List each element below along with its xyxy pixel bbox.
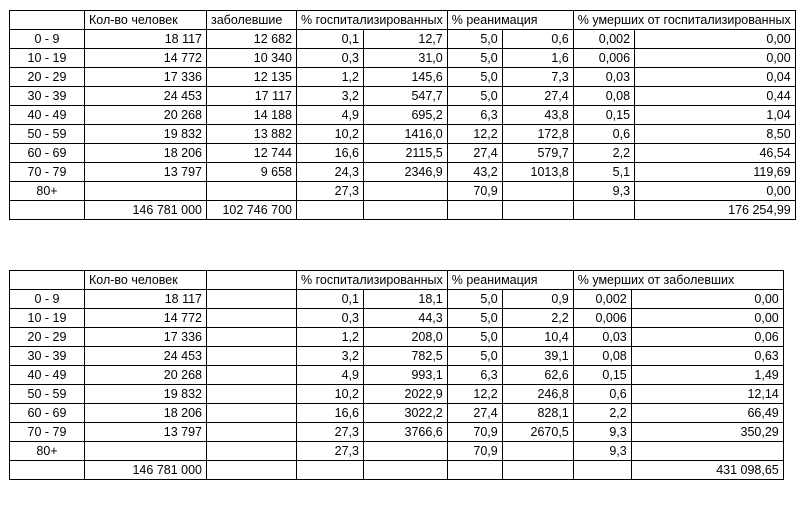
cell-icu-value: 43,8 [502, 106, 573, 125]
cell-death-value: 350,29 [631, 423, 783, 442]
table-row [10, 87, 796, 106]
cell-hosp-percent: 27,3 [297, 423, 364, 442]
cell-population: 20 268 [85, 366, 207, 385]
header-cell-icu-percent: % реанимация [447, 271, 573, 290]
cell-sick: 10 340 [207, 49, 297, 68]
cell-death-value: 119,69 [635, 163, 796, 182]
cell-hosp-percent: 4,9 [297, 366, 364, 385]
table-row [10, 347, 784, 366]
cell-death-percent: 0,6 [573, 385, 631, 404]
cell-age-group: 60 - 69 [10, 144, 85, 163]
cell-death-value: 0,06 [631, 328, 783, 347]
cell-death-percent: 0,15 [573, 366, 631, 385]
cell-icu-value: 828,1 [502, 404, 573, 423]
totals-cell-empty [297, 201, 364, 220]
cell-hosp-percent: 3,2 [297, 347, 364, 366]
totals-cell-deaths: 431 098,65 [631, 461, 783, 480]
cell-hosp-value: 3766,6 [364, 423, 448, 442]
cell-death-value: 0,00 [635, 182, 796, 201]
cell-death-percent: 0,6 [573, 125, 634, 144]
cell-population [85, 182, 207, 201]
cell-hosp-percent: 27,3 [297, 182, 364, 201]
cell-death-value: 0,00 [631, 309, 783, 328]
totals-cell-empty [502, 201, 573, 220]
cell-hosp-percent: 1,2 [297, 328, 364, 347]
totals-cell-empty [364, 201, 448, 220]
totals-cell-empty [364, 461, 448, 480]
cell-death-percent: 0,03 [573, 68, 634, 87]
cell-population: 18 117 [85, 290, 207, 309]
cell-hosp-value: 44,3 [364, 309, 448, 328]
cell-icu-value: 1,6 [502, 49, 573, 68]
cell-population: 18 206 [85, 404, 207, 423]
table-row [10, 404, 784, 423]
table-row [10, 366, 784, 385]
cell-icu-percent: 5,0 [447, 30, 502, 49]
cell-death-value: 0,00 [635, 49, 796, 68]
cell-icu-percent: 5,0 [447, 309, 502, 328]
cell-death-value: 0,00 [631, 290, 783, 309]
table-row [10, 328, 784, 347]
table-header-row [10, 271, 784, 290]
cell-death-percent: 0,006 [573, 309, 631, 328]
cell-population: 18 206 [85, 144, 207, 163]
table-row [10, 68, 796, 87]
header-cell-hospitalized-percent: % госпитализированных [297, 11, 448, 30]
table-row [10, 30, 796, 49]
cell-sick: 13 882 [207, 125, 297, 144]
cell-sick: 12 682 [207, 30, 297, 49]
cell-hosp-percent: 0,3 [297, 309, 364, 328]
cell-sick: 12 135 [207, 68, 297, 87]
cell-icu-value: 2,2 [502, 309, 573, 328]
header-cell-died-percent: % умерших от заболевших [573, 271, 783, 290]
cell-hosp-percent: 16,6 [297, 144, 364, 163]
totals-cell-empty [573, 201, 634, 220]
cell-hosp-value [364, 182, 448, 201]
header-cell-population: Кол-во человек [85, 11, 207, 30]
cell-icu-value: 246,8 [502, 385, 573, 404]
cell-hosp-value: 145,6 [364, 68, 448, 87]
cell-age-group: 60 - 69 [10, 404, 85, 423]
totals-cell-empty [10, 201, 85, 220]
cell-death-value: 0,04 [635, 68, 796, 87]
cell-hosp-percent: 0,3 [297, 49, 364, 68]
cell-icu-percent: 5,0 [447, 87, 502, 106]
totals-cell-population: 146 781 000 [85, 461, 207, 480]
table-sick [9, 270, 784, 480]
table-totals-row [10, 201, 796, 220]
cell-hosp-value: 2346,9 [364, 163, 448, 182]
cell-age-group: 0 - 9 [10, 30, 85, 49]
cell-hosp-value: 3022,2 [364, 404, 448, 423]
cell-age-group: 20 - 29 [10, 68, 85, 87]
cell-hosp-percent: 24,3 [297, 163, 364, 182]
cell-hosp-percent: 1,2 [297, 68, 364, 87]
cell-empty [207, 423, 297, 442]
table-row [10, 423, 784, 442]
header-cell-empty [207, 271, 297, 290]
cell-population: 13 797 [85, 423, 207, 442]
cell-age-group: 50 - 59 [10, 385, 85, 404]
cell-age-group: 20 - 29 [10, 328, 85, 347]
cell-sick: 17 117 [207, 87, 297, 106]
cell-icu-percent: 12,2 [447, 385, 502, 404]
cell-age-group: 30 - 39 [10, 347, 85, 366]
table-row [10, 182, 796, 201]
cell-age-group: 40 - 49 [10, 106, 85, 125]
totals-cell-empty [297, 461, 364, 480]
cell-icu-percent: 5,0 [447, 68, 502, 87]
cell-death-value: 12,14 [631, 385, 783, 404]
cell-empty [207, 328, 297, 347]
cell-icu-value [502, 442, 573, 461]
table-totals-row [10, 461, 784, 480]
cell-death-value: 0,44 [635, 87, 796, 106]
cell-icu-value: 0,9 [502, 290, 573, 309]
cell-icu-percent: 5,0 [447, 49, 502, 68]
cell-death-percent: 9,3 [573, 182, 634, 201]
header-cell-hospitalized-percent: % госпитализированных [297, 271, 448, 290]
cell-hosp-percent: 3,2 [297, 87, 364, 106]
cell-hosp-percent: 10,2 [297, 385, 364, 404]
totals-cell-sick: 102 746 700 [207, 201, 297, 220]
totals-cell-empty [447, 461, 502, 480]
totals-cell-sick [207, 461, 297, 480]
cell-death-percent: 9,3 [573, 423, 631, 442]
cell-icu-value: 1013,8 [502, 163, 573, 182]
cell-age-group: 30 - 39 [10, 87, 85, 106]
cell-hosp-value: 547,7 [364, 87, 448, 106]
cell-age-group: 80+ [10, 442, 85, 461]
cell-empty [207, 347, 297, 366]
cell-empty [207, 290, 297, 309]
table-row [10, 106, 796, 125]
table-row [10, 442, 784, 461]
cell-population: 13 797 [85, 163, 207, 182]
table-row [10, 309, 784, 328]
cell-hosp-percent: 27,3 [297, 442, 364, 461]
cell-icu-percent: 5,0 [447, 347, 502, 366]
cell-age-group: 0 - 9 [10, 290, 85, 309]
cell-hosp-value: 31,0 [364, 49, 448, 68]
totals-cell-deaths: 176 254,99 [635, 201, 796, 220]
header-cell-corner [10, 11, 85, 30]
table-row [10, 290, 784, 309]
header-cell-sick: заболевшие [207, 11, 297, 30]
cell-icu-value: 2670,5 [502, 423, 573, 442]
cell-sick: 12 744 [207, 144, 297, 163]
cell-icu-value: 172,8 [502, 125, 573, 144]
table-row [10, 144, 796, 163]
table-row [10, 163, 796, 182]
cell-sick: 9 658 [207, 163, 297, 182]
cell-death-percent: 2,2 [573, 144, 634, 163]
cell-empty [207, 442, 297, 461]
cell-icu-percent: 27,4 [447, 144, 502, 163]
cell-population: 24 453 [85, 87, 207, 106]
cell-population: 19 832 [85, 385, 207, 404]
cell-empty [207, 309, 297, 328]
cell-hosp-value: 2115,5 [364, 144, 448, 163]
table-row [10, 125, 796, 144]
cell-population: 17 336 [85, 68, 207, 87]
cell-icu-value: 10,4 [502, 328, 573, 347]
table-header-row [10, 11, 796, 30]
cell-sick: 14 188 [207, 106, 297, 125]
cell-hosp-percent: 0,1 [297, 30, 364, 49]
cell-empty [207, 404, 297, 423]
totals-cell-empty [447, 201, 502, 220]
cell-age-group: 70 - 79 [10, 423, 85, 442]
cell-death-value: 1,04 [635, 106, 796, 125]
cell-icu-percent: 12,2 [447, 125, 502, 144]
cell-icu-percent: 70,9 [447, 423, 502, 442]
cell-death-value: 46,54 [635, 144, 796, 163]
cell-hosp-value: 208,0 [364, 328, 448, 347]
cell-hosp-value: 2022,9 [364, 385, 448, 404]
table-hospitalized [9, 10, 796, 220]
cell-icu-value: 62,6 [502, 366, 573, 385]
cell-age-group: 70 - 79 [10, 163, 85, 182]
cell-population: 20 268 [85, 106, 207, 125]
cell-population: 14 772 [85, 309, 207, 328]
cell-hosp-value: 993,1 [364, 366, 448, 385]
cell-hosp-value: 1416,0 [364, 125, 448, 144]
table-row [10, 385, 784, 404]
header-cell-died-percent: % умерших от госпитализированных [573, 11, 795, 30]
totals-cell-empty [10, 461, 85, 480]
cell-death-percent: 0,15 [573, 106, 634, 125]
cell-death-percent: 2,2 [573, 404, 631, 423]
cell-death-percent: 9,3 [573, 442, 631, 461]
cell-icu-percent: 27,4 [447, 404, 502, 423]
cell-population: 19 832 [85, 125, 207, 144]
cell-hosp-value: 18,1 [364, 290, 448, 309]
cell-icu-value: 39,1 [502, 347, 573, 366]
cell-death-value: 66,49 [631, 404, 783, 423]
cell-death-percent: 5,1 [573, 163, 634, 182]
cell-hosp-percent: 16,6 [297, 404, 364, 423]
cell-death-value: 0,63 [631, 347, 783, 366]
cell-icu-percent: 43,2 [447, 163, 502, 182]
cell-icu-percent: 5,0 [447, 290, 502, 309]
cell-hosp-percent: 4,9 [297, 106, 364, 125]
cell-hosp-value: 695,2 [364, 106, 448, 125]
cell-icu-percent: 70,9 [447, 182, 502, 201]
cell-icu-percent: 6,3 [447, 106, 502, 125]
cell-sick [207, 182, 297, 201]
cell-age-group: 10 - 19 [10, 49, 85, 68]
totals-cell-empty [502, 461, 573, 480]
cell-icu-value: 579,7 [502, 144, 573, 163]
cell-empty [207, 385, 297, 404]
cell-icu-value [502, 182, 573, 201]
cell-death-value [631, 442, 783, 461]
cell-death-percent: 0,08 [573, 87, 634, 106]
cell-icu-value: 7,3 [502, 68, 573, 87]
cell-age-group: 50 - 59 [10, 125, 85, 144]
cell-hosp-percent: 10,2 [297, 125, 364, 144]
cell-death-percent: 0,002 [573, 290, 631, 309]
cell-age-group: 80+ [10, 182, 85, 201]
cell-hosp-value [364, 442, 448, 461]
cell-death-percent: 0,03 [573, 328, 631, 347]
cell-population: 17 336 [85, 328, 207, 347]
header-cell-icu-percent: % реанимация [447, 11, 573, 30]
cell-death-value: 8,50 [635, 125, 796, 144]
cell-empty [207, 366, 297, 385]
cell-icu-percent: 5,0 [447, 328, 502, 347]
cell-population [85, 442, 207, 461]
cell-death-value: 0,00 [635, 30, 796, 49]
cell-death-value: 1,49 [631, 366, 783, 385]
cell-icu-value: 27,4 [502, 87, 573, 106]
cell-death-percent: 0,006 [573, 49, 634, 68]
totals-cell-empty [573, 461, 631, 480]
header-cell-population: Кол-во человек [85, 271, 207, 290]
cell-icu-value: 0,6 [502, 30, 573, 49]
cell-age-group: 10 - 19 [10, 309, 85, 328]
cell-population: 18 117 [85, 30, 207, 49]
table-row [10, 49, 796, 68]
header-cell-corner [10, 271, 85, 290]
cell-icu-percent: 70,9 [447, 442, 502, 461]
cell-population: 14 772 [85, 49, 207, 68]
cell-hosp-value: 12,7 [364, 30, 448, 49]
cell-hosp-value: 782,5 [364, 347, 448, 366]
cell-death-percent: 0,002 [573, 30, 634, 49]
cell-hosp-percent: 0,1 [297, 290, 364, 309]
cell-death-percent: 0,08 [573, 347, 631, 366]
totals-cell-population: 146 781 000 [85, 201, 207, 220]
cell-icu-percent: 6,3 [447, 366, 502, 385]
cell-population: 24 453 [85, 347, 207, 366]
cell-age-group: 40 - 49 [10, 366, 85, 385]
